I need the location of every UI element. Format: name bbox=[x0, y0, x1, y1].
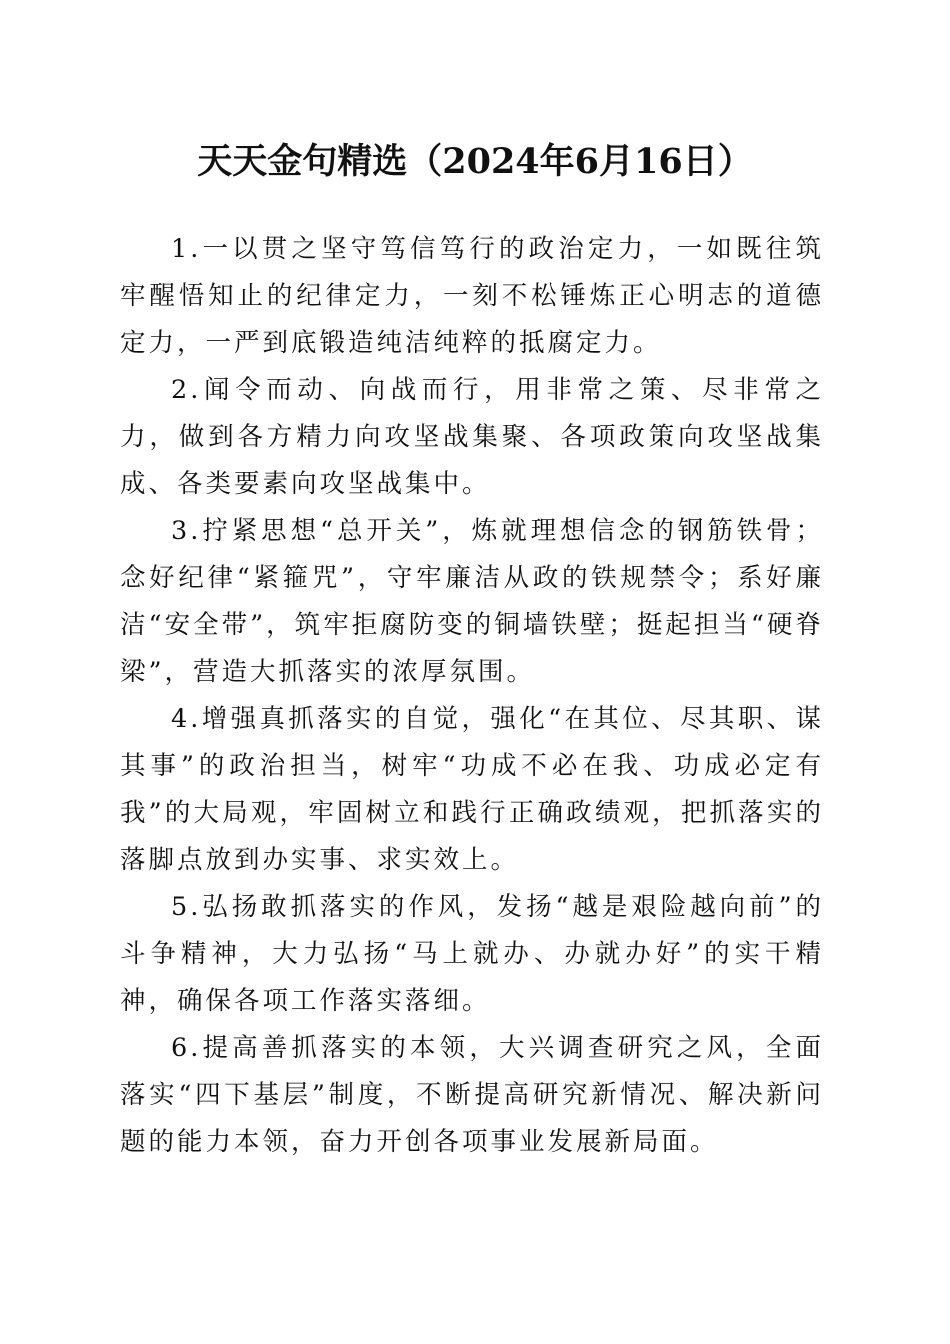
paragraph-5: 5.弘扬敢抓落实的作风，发扬“越是艰险越向前”的斗争精神，大力弘扬“马上就办、办就办好”的实干精神，确保各项工作落实落细。 bbox=[120, 892, 824, 1016]
document-body bbox=[120, 226, 824, 1166]
paragraph-6: 6.提高善抓落实的本领，大兴调查研究之风，全面落实“四下基层”制度，不断提高研究新情况、解决新问题的能力本领，奋力开创各项事业发展新局面。 bbox=[120, 1033, 824, 1157]
paragraph-1: 1.一以贯之坚守笃信笃行的政治定力，一如既往筑牢醒悟知止的纪律定力，一刻不松锤炼正心明志的道德定力，一严到底锻造纯洁纯粹的抵腐定力。 bbox=[120, 234, 824, 358]
paragraph-3: 3.拧紧思想“总开关”，炼就理想信念的钢筋铁骨；念好纪律“紧箍咒”，守牢廉洁从政的铁规禁令；系好廉洁“安全带”，筑牢拒腐防变的铜墙铁壁；挺起担当“硬脊梁”，营造大抓落实的浓厚氛围。 bbox=[120, 516, 824, 687]
paragraph-2: 2.闻令而动、向战而行，用非常之策、尽非常之力，做到各方精力向攻坚战集聚、各项政策向攻坚战集成、各类要素向攻坚战集中。 bbox=[120, 375, 824, 499]
paragraph-4: 4.增强真抓落实的自觉，强化“在其位、尽其职、谋其事”的政治担当，树牢“功成不必在我、功成必定有我”的大局观，牢固树立和践行正确政绩观，把抓落实的落脚点放到办实事、求实效上。 bbox=[120, 704, 824, 875]
document-title: 天天金句精选（2024年6月16日） bbox=[197, 141, 753, 182]
